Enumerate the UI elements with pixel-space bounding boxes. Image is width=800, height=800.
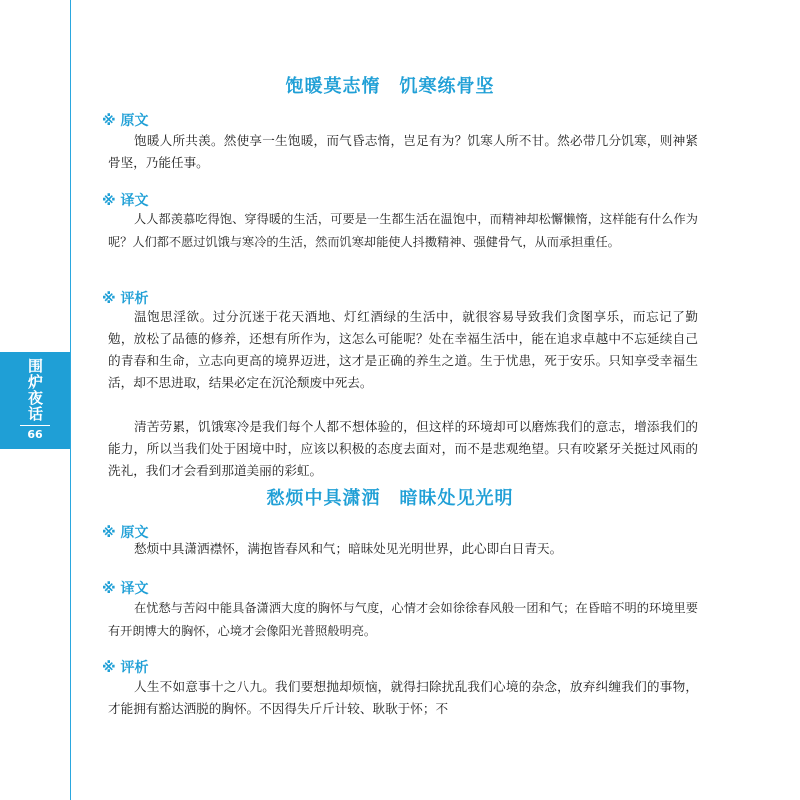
commentary-heading: ※ 评析 <box>102 660 149 676</box>
section-title: 愁烦中具潇洒 暗昧处见光明 <box>266 488 514 509</box>
commentary-paragraph: 人生不如意事十之八九。我们要想抛却烦恼，就得扫除扰乱我们心境的杂念，放弃纠缠我们的事物，才能拥有豁达洒脱的胸怀。不因得失斤斤计较、耿耿于怀；不 <box>108 679 698 716</box>
translation-text: 在忧愁与苦闷中能具备潇洒大度的胸怀与气度，心情才会如徐徐春风般一团和气；在昏暗不明的环境里要有开朗博大的胸怀，心境才会像阳光普照般明亮。 <box>108 601 698 638</box>
page-number: 66 <box>27 428 43 441</box>
section-title: 饱暖莫志惰 饥寒练骨坚 <box>285 76 495 97</box>
original-text-heading: ※ 原文 <box>102 113 149 129</box>
chapter-side-tab <box>0 352 70 449</box>
original-text-heading: ※ 原文 <box>102 525 149 541</box>
commentary-paragraph: 温饱思淫欲。过分沉迷于花天酒地、灯红酒绿的生活中，就很容易导致我们贪图享乐，而忘记了勤勉，放松了品德的修养，还想有所作为，这怎么可能呢？处在幸福生活中，能在追求卓越中不忘延续自己的青春和生命，立志向更高的境界迈进，这才是正确的养生之道。生于忧患，死于安乐。只知享受幸福生活，却不思进取，结果必定在沉沦颓废中死去。 <box>108 309 698 390</box>
margin-rule <box>70 0 71 800</box>
translation-heading: ※ 译文 <box>102 581 149 597</box>
tab-divider <box>20 425 50 426</box>
translation-heading: ※ 译文 <box>102 193 149 209</box>
original-text: 愁烦中具潇洒襟怀，满抱皆春风和气；暗昧处见光明世界，此心即白日青天。 <box>134 541 563 556</box>
original-text: 饱暖人所共羡。然使享一生饱暖，而气昏志惰，岂足有为？饥寒人所不甘。然必带几分饥寒，则神紧骨坚，乃能任事。 <box>108 133 698 170</box>
commentary-heading: ※ 评析 <box>102 291 149 307</box>
translation-text: 人人都羡慕吃得饱、穿得暖的生活，可要是一生都生活在温饱中，而精神却松懈懒惰，这样能有什么作为呢？人们都不愿过饥饿与寒冷的生活，然而饥寒却能使人抖擞精神、强健骨气，从而承担重任。 <box>108 212 698 249</box>
commentary-paragraph: 清苦劳累，饥饿寒冷是我们每个人都不想体验的，但这样的环境却可以磨炼我们的意志，增添我们的能力，所以当我们处于困境中时，应该以积极的态度去面对，而不是悲观绝望。只有咬紧牙关挺过风雨的洗礼，我们才会看到那道美丽的彩虹。 <box>108 419 698 478</box>
book-title: 围炉夜话 <box>26 358 44 422</box>
